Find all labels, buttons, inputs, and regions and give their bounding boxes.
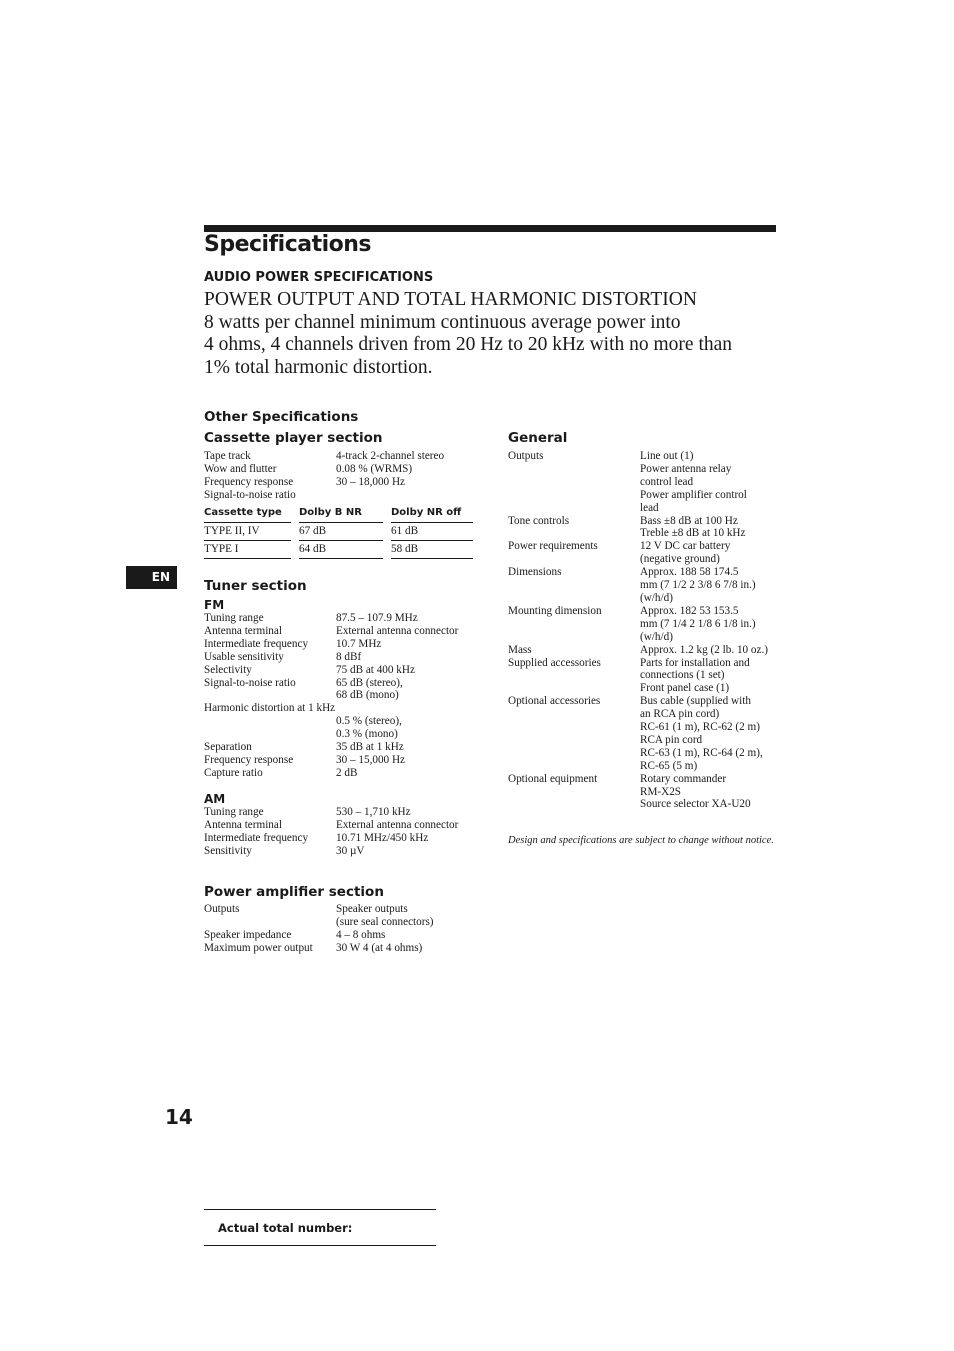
spec-label: Optional accessories bbox=[508, 695, 601, 708]
spec-label bbox=[508, 579, 640, 592]
spec-row bbox=[508, 540, 768, 553]
spec-value: Bass ±8 dB at 100 Hz bbox=[640, 514, 738, 527]
fm-heading: FM bbox=[204, 598, 225, 612]
spec-label: Supplied accessories bbox=[508, 656, 601, 669]
spec-label: Mounting dimension bbox=[508, 604, 602, 617]
spec-row bbox=[508, 708, 768, 721]
table-rule bbox=[204, 558, 291, 559]
spec-value: 12 V DC car battery bbox=[640, 540, 731, 553]
spec-label: Outputs bbox=[204, 903, 240, 915]
spec-label: Optional equipment bbox=[508, 772, 598, 785]
spec-value: 87.5 – 107.9 MHz bbox=[336, 612, 418, 624]
table-rule bbox=[299, 558, 383, 559]
am-heading: AM bbox=[204, 792, 226, 806]
spec-value: 30 – 18,000 Hz bbox=[336, 475, 405, 488]
spec-label: Tuning range bbox=[204, 806, 264, 818]
spec-label: Selectivity bbox=[204, 663, 252, 676]
spec-value: 30 W 4 (at 4 ohms) bbox=[336, 941, 423, 954]
spec-label bbox=[508, 747, 640, 760]
spec-label bbox=[508, 527, 640, 540]
tuner-section-heading: Tuner section bbox=[204, 578, 307, 594]
table-cell: 61 dB bbox=[391, 525, 419, 537]
spec-row bbox=[204, 903, 434, 916]
spec-row bbox=[508, 502, 768, 515]
spec-label bbox=[508, 682, 640, 695]
spec-row bbox=[508, 721, 768, 734]
fm-spec-list bbox=[204, 612, 458, 780]
spec-label: Sensitivity bbox=[204, 844, 252, 857]
other-specifications-heading: Other Specifications bbox=[204, 409, 359, 425]
spec-label bbox=[204, 728, 336, 741]
spec-row bbox=[508, 605, 768, 618]
spec-value: 4 – 8 ohms bbox=[336, 928, 386, 941]
spec-value: RC-61 (1 m), RC-62 (2 m) bbox=[640, 721, 760, 734]
spec-label: Dimensions bbox=[508, 566, 562, 579]
spec-row bbox=[204, 715, 458, 728]
spec-value: 530 – 1,710 kHz bbox=[336, 806, 411, 818]
spec-label: Usable sensitivity bbox=[204, 650, 284, 663]
spec-value: Parts for installation and bbox=[640, 656, 750, 669]
spec-value: Front panel case (1) bbox=[640, 682, 730, 695]
table-rule bbox=[391, 522, 473, 523]
spec-row bbox=[204, 664, 458, 677]
spec-value: (sure seal connectors) bbox=[336, 915, 434, 928]
spec-row bbox=[204, 450, 444, 463]
footer-rule-bottom bbox=[204, 1245, 436, 1246]
table-cell: TYPE II, IV bbox=[204, 525, 260, 537]
spec-label: Capture ratio bbox=[204, 766, 263, 779]
spec-row bbox=[204, 845, 458, 858]
spec-value: 35 dB at 1 kHz bbox=[336, 741, 404, 754]
cassette-section-heading: Cassette player section bbox=[204, 430, 383, 446]
spec-value: Approx. 182 53 153.5 bbox=[640, 604, 739, 617]
spec-value: RC-65 (5 m) bbox=[640, 759, 698, 772]
spec-row bbox=[508, 515, 768, 528]
spec-row bbox=[508, 450, 768, 463]
spec-row bbox=[508, 747, 768, 760]
table-header-cassette-type: Cassette type bbox=[204, 507, 282, 518]
spec-row bbox=[508, 527, 768, 540]
am-spec-list bbox=[204, 806, 458, 858]
spec-value: lead bbox=[640, 501, 659, 514]
spec-value: RC-63 (1 m), RC-64 (2 m), bbox=[640, 746, 763, 759]
spec-label: Signal-to-noise ratio bbox=[204, 676, 296, 689]
spec-value: 30 µV bbox=[336, 844, 365, 857]
table-header-dolby-b: Dolby B NR bbox=[299, 507, 362, 518]
spec-row bbox=[204, 476, 444, 489]
table-cell: 64 dB bbox=[299, 543, 327, 555]
spec-row bbox=[508, 695, 768, 708]
spec-row bbox=[204, 489, 444, 502]
spec-label bbox=[508, 786, 640, 799]
spec-label bbox=[508, 631, 640, 644]
spec-value: Speaker outputs bbox=[336, 903, 408, 915]
spec-value: 65 dB (stereo), bbox=[336, 676, 403, 689]
table-rule bbox=[391, 540, 473, 541]
cassette-spec-list bbox=[204, 450, 444, 502]
spec-label bbox=[204, 916, 336, 929]
change-notice: Design and specifications are subject to change without notice. bbox=[508, 835, 774, 846]
spec-value: 68 dB (mono) bbox=[336, 689, 399, 702]
spec-row bbox=[204, 651, 458, 664]
audio-line: POWER OUTPUT AND TOTAL HARMONIC DISTORTION bbox=[204, 289, 697, 310]
spec-value: 0.3 % (mono) bbox=[336, 728, 398, 741]
spec-row bbox=[508, 657, 768, 670]
spec-label bbox=[508, 489, 640, 502]
spec-value: 4-track 2-channel stereo bbox=[336, 450, 445, 462]
spec-label: Power requirements bbox=[508, 540, 598, 553]
spec-label: Harmonic distortion at 1 kHz bbox=[204, 702, 336, 715]
spec-label bbox=[508, 553, 640, 566]
spec-row bbox=[204, 929, 434, 942]
title-rule bbox=[204, 225, 776, 232]
spec-value: 0.5 % (stereo), bbox=[336, 715, 402, 728]
spec-value: Power antenna relay bbox=[640, 462, 732, 475]
spec-row bbox=[204, 916, 434, 929]
spec-row bbox=[508, 579, 768, 592]
spec-value: 10.7 MHz bbox=[336, 637, 382, 650]
spec-label: Intermediate frequency bbox=[204, 831, 309, 844]
general-spec-list bbox=[508, 450, 768, 811]
audio-power-statement bbox=[204, 289, 784, 379]
spec-row bbox=[508, 489, 768, 502]
spec-value: 30 – 15,000 Hz bbox=[336, 753, 405, 766]
spec-value: Approx. 188 58 174.5 bbox=[640, 566, 739, 579]
spec-value: an RCA pin cord) bbox=[640, 708, 720, 721]
spec-label: Tuning range bbox=[204, 612, 264, 624]
spec-value: 10.71 MHz/450 kHz bbox=[336, 831, 429, 844]
spec-label: Maximum power output bbox=[204, 941, 313, 954]
language-tab: EN bbox=[126, 566, 177, 589]
audio-line: 8 watts per channel minimum continuous average power into bbox=[204, 311, 681, 333]
spec-label bbox=[508, 721, 640, 734]
spec-row bbox=[508, 631, 768, 644]
spec-label bbox=[508, 734, 640, 747]
spec-label bbox=[508, 592, 640, 605]
table-cell: 58 dB bbox=[391, 543, 419, 555]
spec-row bbox=[204, 612, 458, 625]
spec-row bbox=[508, 682, 768, 695]
spec-row bbox=[204, 832, 458, 845]
spec-value: 0.08 % (WRMS) bbox=[336, 462, 413, 475]
spec-value: 75 dB at 400 kHz bbox=[336, 663, 415, 676]
spec-label: Signal-to-noise ratio bbox=[204, 488, 296, 501]
spec-row bbox=[508, 463, 768, 476]
spec-label bbox=[204, 715, 336, 728]
spec-row bbox=[508, 798, 768, 811]
spec-row bbox=[204, 741, 458, 754]
spec-row bbox=[508, 566, 768, 579]
spec-row bbox=[204, 819, 458, 832]
spec-value: Rotary commander bbox=[640, 772, 727, 785]
spec-label bbox=[204, 689, 336, 702]
spec-label bbox=[508, 798, 640, 811]
spec-value: RCA pin cord bbox=[640, 733, 703, 746]
spec-row bbox=[508, 760, 768, 773]
spec-row bbox=[508, 644, 768, 657]
table-rule bbox=[204, 522, 291, 523]
spec-value: Treble ±8 dB at 10 kHz bbox=[640, 527, 746, 540]
spec-row bbox=[204, 463, 444, 476]
spec-label bbox=[508, 463, 640, 476]
spec-row bbox=[204, 754, 458, 767]
spec-label bbox=[508, 618, 640, 631]
spec-value: (w/h/d) bbox=[640, 630, 673, 643]
table-cell: 67 dB bbox=[299, 525, 327, 537]
spec-label: Intermediate frequency bbox=[204, 637, 309, 650]
spec-row bbox=[204, 942, 434, 955]
spec-row bbox=[204, 767, 458, 780]
spec-row bbox=[204, 625, 458, 638]
spec-value: Approx. 1.2 kg (2 lb. 10 oz.) bbox=[640, 643, 769, 656]
spec-label: Outputs bbox=[508, 450, 544, 462]
audio-line: 4 ohms, 4 channels driven from 20 Hz to 20 kHz with no more than bbox=[204, 334, 733, 355]
spec-row bbox=[508, 734, 768, 747]
audio-power-heading: AUDIO POWER SPECIFICATIONS bbox=[204, 270, 434, 285]
power-amp-spec-list bbox=[204, 903, 434, 955]
spec-row bbox=[508, 553, 768, 566]
spec-label: Antenna terminal bbox=[204, 818, 282, 831]
audio-line: 1% total harmonic distortion. bbox=[204, 356, 433, 378]
spec-row bbox=[204, 677, 458, 690]
spec-label: Wow and flutter bbox=[204, 462, 277, 475]
spec-row bbox=[508, 476, 768, 489]
spec-value: External antenna connector bbox=[336, 818, 459, 831]
spec-label bbox=[508, 476, 640, 489]
spec-label bbox=[508, 708, 640, 721]
spec-value: External antenna connector bbox=[336, 624, 459, 637]
spec-label: Antenna terminal bbox=[204, 624, 282, 637]
spec-value: 8 dBf bbox=[336, 650, 362, 663]
spec-value: connections (1 set) bbox=[640, 669, 725, 682]
table-rule bbox=[391, 558, 473, 559]
table-cell: TYPE I bbox=[204, 543, 239, 555]
spec-label bbox=[508, 502, 640, 515]
actual-total-label: Actual total number: bbox=[218, 1221, 353, 1235]
spec-label: Tone controls bbox=[508, 514, 570, 527]
table-header-dolby-off: Dolby NR off bbox=[391, 507, 462, 518]
spec-label: Separation bbox=[204, 741, 252, 754]
spec-row bbox=[508, 773, 768, 786]
spec-label: Mass bbox=[508, 643, 532, 656]
spec-value: (w/h/d) bbox=[640, 591, 673, 604]
spec-row bbox=[508, 669, 768, 682]
spec-row bbox=[204, 702, 458, 715]
spec-row bbox=[508, 786, 768, 799]
spec-value: mm (7 1/2 2 3/8 6 7/8 in.) bbox=[640, 579, 756, 592]
spec-value: Line out (1) bbox=[640, 450, 694, 462]
spec-value: 2 dB bbox=[336, 766, 358, 779]
spec-value: Source selector XA-U20 bbox=[640, 798, 751, 811]
spec-value: RM-X2S bbox=[640, 785, 682, 798]
table-rule bbox=[299, 522, 383, 523]
table-rule bbox=[299, 540, 383, 541]
page-title: Specifications bbox=[204, 232, 372, 257]
table-rule bbox=[204, 540, 291, 541]
spec-value: control lead bbox=[640, 475, 694, 488]
spec-label: Speaker impedance bbox=[204, 928, 292, 941]
spec-label bbox=[508, 669, 640, 682]
general-section-heading: General bbox=[508, 430, 568, 446]
spec-label: Tape track bbox=[204, 450, 251, 462]
spec-row bbox=[508, 618, 768, 631]
spec-value: (negative ground) bbox=[640, 553, 720, 566]
page-number: 14 bbox=[165, 1105, 193, 1129]
spec-value: Power amplifier control bbox=[640, 488, 747, 501]
spec-row bbox=[204, 728, 458, 741]
spec-row bbox=[204, 689, 458, 702]
spec-label: Frequency response bbox=[204, 475, 294, 488]
spec-row bbox=[204, 638, 458, 651]
footer-rule-top bbox=[204, 1209, 436, 1210]
spec-row bbox=[204, 806, 458, 819]
spec-value: mm (7 1/4 2 1/8 6 1/8 in.) bbox=[640, 617, 756, 630]
spec-label: Frequency response bbox=[204, 753, 294, 766]
spec-value: Bus cable (supplied with bbox=[640, 695, 751, 708]
spec-row bbox=[508, 592, 768, 605]
power-amp-section-heading: Power amplifier section bbox=[204, 884, 384, 900]
spec-label bbox=[508, 760, 640, 773]
